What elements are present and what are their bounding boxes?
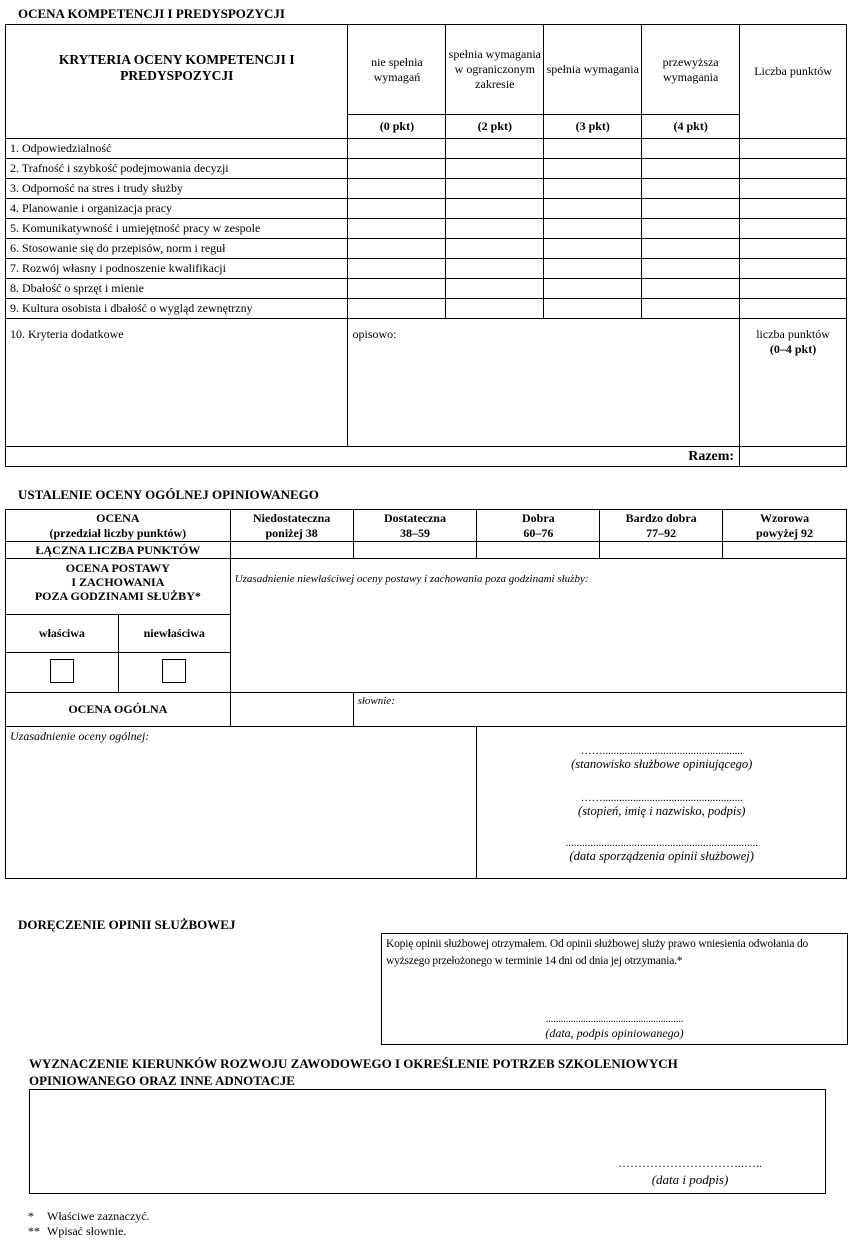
improper-label: niewłaściwa [118,615,230,653]
score-cell[interactable] [446,179,544,199]
development-dots: …………………………..….. [618,1156,762,1170]
development-caption: (data i podpis) [651,1172,729,1187]
grade-points-cell[interactable] [723,542,847,559]
score-cell[interactable] [642,179,740,199]
in-words-label: słownie: [357,695,395,707]
points-cell[interactable] [740,199,847,219]
criterion-label: 2. Trafność i szybkość podejmowania decyzji [6,159,348,179]
table-row [6,199,847,219]
criterion-label: 5. Komunikatywność i umiejętność pracy w zespole [6,219,348,239]
score-cell[interactable] [544,159,642,179]
grade-header-title: OCENA [96,510,140,525]
col-header-1: spełnia wymagania w ograniczonym zakresie [446,25,544,115]
points-header: Liczba punktów [740,25,847,139]
footnote-1: * Właściwe zaznaczyć. [28,1209,150,1223]
score-cell[interactable] [544,279,642,299]
score-cell[interactable] [446,299,544,319]
overall-grade-field[interactable] [230,693,353,727]
overall-justification-field[interactable] [6,727,477,879]
score-cell[interactable] [642,199,740,219]
score-cell[interactable] [544,239,642,259]
table-row [6,219,847,239]
delivery-box[interactable] [381,933,848,1045]
grade-col-3: Bardzo dobra 77–92 [600,510,723,542]
section-title-overall: USTALENIE OCENY OGÓLNEJ OPINIOWANEGO [18,487,319,502]
col-header-2: spełnia wymagania [544,25,642,115]
table-row [6,279,847,299]
table-row [6,139,847,159]
conduct-justification-field[interactable] [230,559,846,693]
grade-points-cell[interactable] [600,542,723,559]
conduct-label: OCENA POSTAWY I ZACHOWANIA POZA GODZINAMI SŁUŻBY* [6,559,231,615]
grades-table [5,509,847,879]
extra-criteria-desc-field[interactable] [348,319,740,447]
section-title-competencies: OCENA KOMPETENCJI I PREDYSPOZYCJI [18,6,285,21]
score-cell[interactable] [544,139,642,159]
grade-col-2: Dobra 60–76 [477,510,600,542]
footnote-2: ** Wpisać słownie. [28,1224,127,1238]
score-cell[interactable] [642,159,740,179]
score-cell[interactable] [446,239,544,259]
grade-col-4: Wzorowa powyżej 92 [723,510,847,542]
score-cell[interactable] [642,299,740,319]
delivery-caption: (data, podpis opiniowanego) [545,1026,684,1040]
proper-checkbox[interactable] [50,659,74,683]
conduct-justification-label: Uzasadnienie niewłaściwej oceny postawy i zachowania poza godzinami służby: [234,573,589,585]
score-cell[interactable] [348,279,446,299]
score-cell[interactable] [642,219,740,239]
criterion-label: 1. Odpowiedzialność [6,139,348,159]
section-title-development-2: OPINIOWANEGO ORAZ INNE ADNOTACJE [29,1073,295,1088]
grade-col-1: Dostateczna 38–59 [353,510,477,542]
score-cell[interactable] [544,219,642,239]
score-cell[interactable] [348,139,446,159]
score-cell[interactable] [348,159,446,179]
sig-dots-2: ……................................................... [580,792,743,804]
sig-caption-3: (data sporządzenia opinii służbowej) [569,849,754,863]
points-cell[interactable] [740,219,847,239]
score-cell[interactable] [446,259,544,279]
score-cell[interactable] [446,199,544,219]
delivery-dots: ....................................................... [545,1014,684,1025]
in-words-field[interactable] [353,693,846,727]
grade-col-0: Niedostateczna poniżej 38 [230,510,353,542]
overall-justification-label: Uzasadnienie oceny ogólnej: [10,729,150,743]
criterion-label: 7. Rozwój własny i podnoszenie kwalifikacji [6,259,348,279]
score-cell[interactable] [642,239,740,259]
grade-points-cell[interactable] [230,542,353,559]
criterion-label: 6. Stosowanie się do przepisów, norm i reguł [6,239,348,259]
criterion-label: 3. Odporność na stres i trudy służby [6,179,348,199]
extra-points-field[interactable] [740,319,847,447]
improper-checkbox[interactable] [162,659,186,683]
col-points-1: (2 pkt) [446,115,544,139]
extra-criteria-desc-label: opisowo: [352,327,397,341]
overall-grade-label: OCENA OGÓLNA [6,693,231,727]
score-cell[interactable] [544,199,642,219]
criteria-header: KRYTERIA OCENY KOMPETENCJI I PREDYSPOZYCJI [6,25,348,139]
score-cell[interactable] [446,219,544,239]
criterion-label: 8. Dbałość o sprzęt i mienie [6,279,348,299]
col-points-0: (0 pkt) [348,115,446,139]
table-row [6,259,847,279]
grade-points-cell[interactable] [353,542,477,559]
score-cell[interactable] [348,259,446,279]
score-cell[interactable] [642,279,740,299]
total-field[interactable] [740,447,847,467]
score-cell[interactable] [642,139,740,159]
score-cell[interactable] [348,179,446,199]
points-cell[interactable] [740,279,847,299]
col-points-3: (4 pkt) [642,115,740,139]
points-cell[interactable] [740,179,847,199]
criterion-label: 9. Kultura osobista i dbałość o wygląd zewnętrzny [6,299,348,319]
extra-points-label: liczba punktów [756,327,830,341]
section-title-development-1: WYZNACZENIE KIERUNKÓW ROZWOJU ZAWODOWEGO I OKREŚLENIE POTRZEB SZKOLENIOWYCH [29,1056,678,1071]
criterion-label: 4. Planowanie i organizacja pracy [6,199,348,219]
score-cell[interactable] [544,299,642,319]
table-row [6,299,847,319]
grade-points-cell[interactable] [477,542,600,559]
sig-dots-1: ……................................................... [580,745,743,757]
score-cell[interactable] [642,259,740,279]
points-cell[interactable] [740,139,847,159]
col-header-3: przewyższa wymagania [642,25,740,115]
proper-label: właściwa [6,615,119,653]
grade-header [6,510,231,542]
table-row [6,159,847,179]
section-title-delivery: DORĘCZENIE OPINII SŁUŻBOWEJ [18,917,236,932]
table-row [6,179,847,199]
table-row [6,239,847,259]
points-cell[interactable] [740,299,847,319]
score-cell[interactable] [348,239,446,259]
extra-points-range: (0–4 pkt) [769,342,817,356]
total-label: Razem: [6,447,740,467]
signature-block [477,727,847,879]
sig-caption-1: (stanowisko służbowe opiniującego) [571,757,753,771]
extra-criteria-label: 10. Kryteria dodatkowe [6,319,348,447]
points-cell[interactable] [740,239,847,259]
competencies-table [5,24,847,467]
score-cell[interactable] [446,139,544,159]
col-header-0: nie spełnia wymagań [348,25,446,115]
sig-dots-3: ...................................................................... [565,837,758,849]
score-cell[interactable] [446,279,544,299]
score-cell[interactable] [348,219,446,239]
score-cell[interactable] [348,299,446,319]
col-points-2: (3 pkt) [544,115,642,139]
development-box[interactable] [29,1089,826,1194]
grade-header-subtitle: (przedział liczby punktów) [49,525,187,540]
footnotes [28,1209,150,1239]
total-points-label: ŁĄCZNA LICZBA PUNKTÓW [6,542,231,559]
points-cell[interactable] [740,159,847,179]
score-cell[interactable] [544,259,642,279]
score-cell[interactable] [446,159,544,179]
sig-caption-2: (stopień, imię i nazwisko, podpis) [578,804,746,818]
score-cell[interactable] [544,179,642,199]
score-cell[interactable] [348,199,446,219]
delivery-text: Kopię opinii służbowej otrzymałem. Od opinii służbowej służy prawo wniesienia odwołania do wyższego przełożonego w terminie 14 dni od dnia jej otrzymania.* [386,938,809,967]
points-cell[interactable] [740,259,847,279]
